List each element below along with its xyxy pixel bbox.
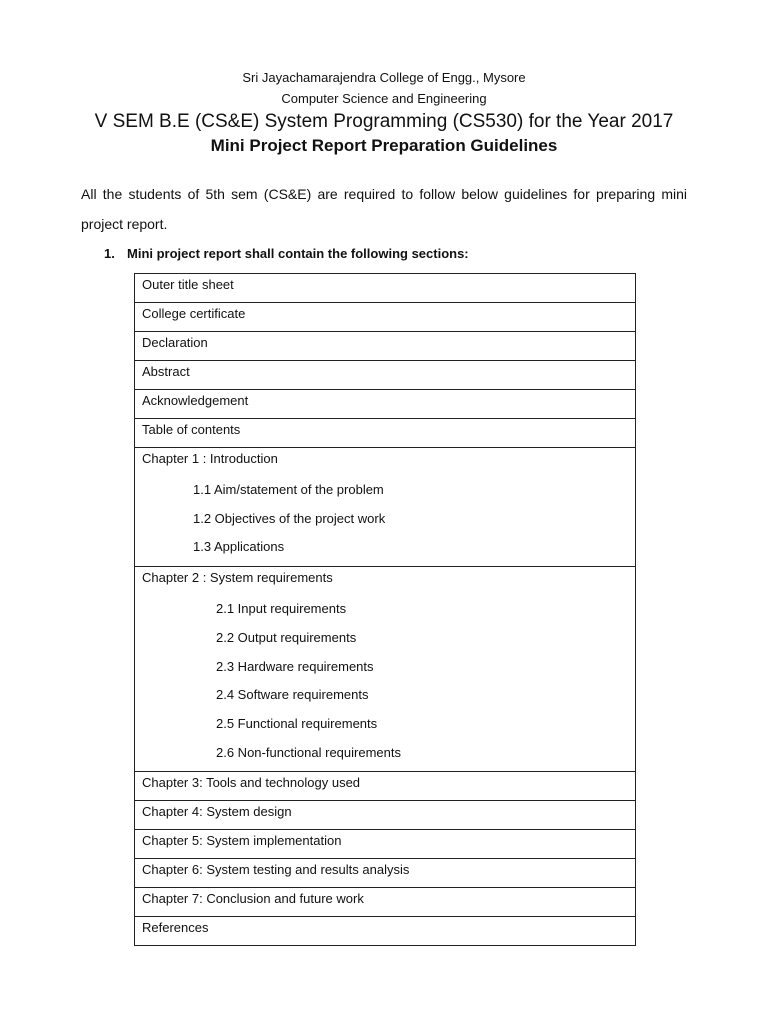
chapter-subitem: 2.5 Functional requirements [216,715,378,731]
table-row [135,274,636,303]
section-1-heading [104,246,469,261]
section-number: 1. [104,246,115,261]
chapter-subitem: 2.2 Output requirements [216,629,357,645]
section-heading-text: Mini project report shall contain the following sections: [127,246,469,261]
report-sections-table [134,273,636,946]
section-cell: Chapter 6: System testing and results analysis [135,859,636,888]
section-cell: College certificate [135,303,636,332]
course-title: V SEM B.E (CS&E) System Programming (CS530) for the Year 2017 [94,111,674,132]
chapter-subitem: 1.2 Objectives of the project work [193,510,386,526]
chapter-cell [135,448,636,567]
table-row-chapter-1 [135,448,636,567]
college-name: Sri Jayachamarajendra College of Engg., Mysore [242,70,526,85]
section-cell: Abstract [135,361,636,390]
table-row [135,801,636,830]
table-row [135,888,636,917]
section-cell: Chapter 7: Conclusion and future work [135,888,636,917]
table-row [135,361,636,390]
table-row [135,303,636,332]
chapter-label: Chapter 1 : Introduction [142,451,278,466]
chapter-cell [135,567,636,772]
chapter-subitem: 2.1 Input requirements [216,601,347,617]
section-cell: Table of contents [135,419,636,448]
chapter-subitem: 1.1 Aim/statement of the problem [193,482,384,497]
document-title: Mini Project Report Preparation Guidelines [210,136,558,155]
chapter-subitem: 2.4 Software requirements [216,687,369,703]
section-cell: Chapter 3: Tools and technology used [135,772,636,801]
table-row [135,332,636,361]
table-row [135,772,636,801]
chapter-subitem: 2.3 Hardware requirements [216,658,374,674]
table-row-chapter-2 [135,567,636,772]
department-name: Computer Science and Engineering [281,91,487,106]
table-row [135,419,636,448]
chapter-label: Chapter 2 : System requirements [142,570,333,586]
table-row [135,390,636,419]
chapter-subitem: 2.6 Non-functional requirements [216,744,401,760]
section-cell: Chapter 5: System implementation [135,830,636,859]
section-cell: Chapter 4: System design [135,801,636,830]
intro-paragraph: All the students of 5th sem (CS&E) are required to follow below guidelines for preparing mini project report. [81,186,687,232]
section-cell: Acknowledgement [135,390,636,419]
table-row [135,917,636,946]
table-row [135,830,636,859]
section-cell: References [135,917,636,946]
chapter-subitem: 1.3 Applications [193,539,285,555]
section-cell: Declaration [135,332,636,361]
section-cell: Outer title sheet [135,274,636,303]
table-row [135,859,636,888]
